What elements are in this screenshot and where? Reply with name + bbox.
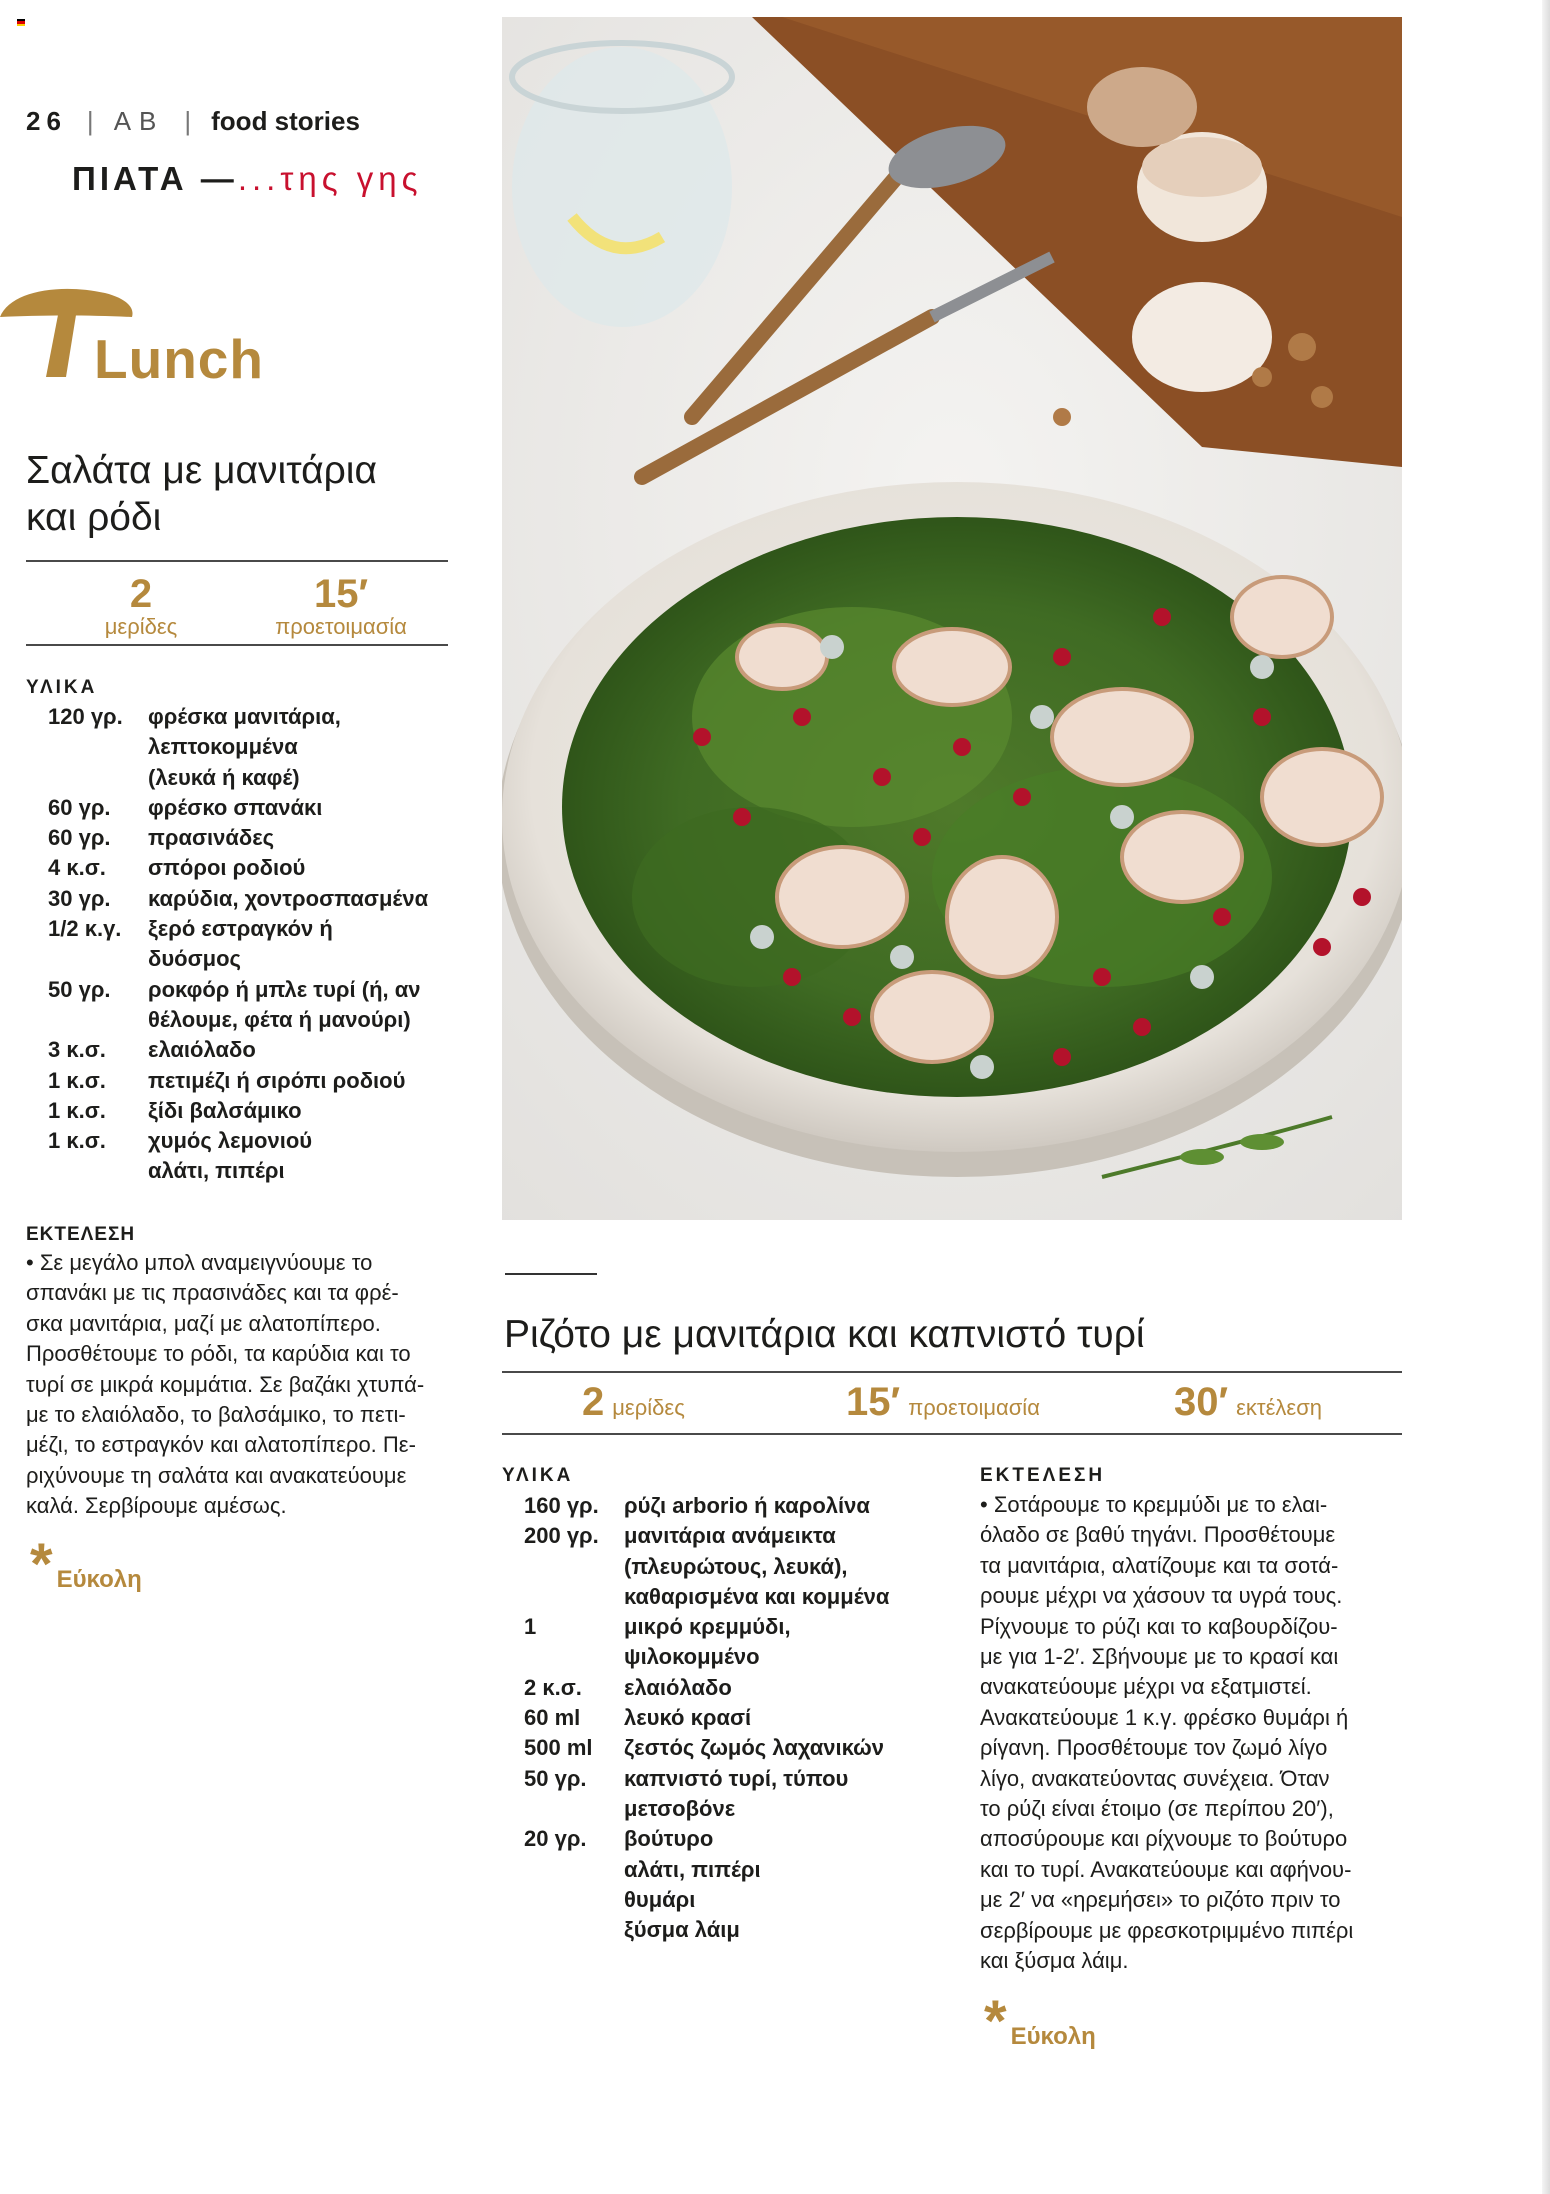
prep-value: 15′ [846, 1380, 901, 1424]
ingredient-row [26, 732, 466, 762]
page-edge [1542, 0, 1550, 2194]
method-text [26, 1248, 476, 1522]
ingredient-item: λευκό κρασί [624, 1705, 752, 1731]
method-line: σπανάκι με τις πρασινάδες και τα φρέ- [26, 1280, 399, 1306]
method-line: καλά. Σερβίρουμε αμέσως. [26, 1493, 287, 1519]
method-line: λίγο, ανακατεύοντας συνέχεια. Όταν [980, 1765, 1330, 1791]
prep-stat [846, 1380, 1040, 1425]
divider [26, 644, 448, 646]
ingredient-quantity: 50 γρ. [524, 1765, 587, 1791]
ingredient-quantity [502, 1642, 624, 1672]
ingredient-item: (λευκά ή καφέ) [148, 764, 300, 790]
ingredient-row [502, 1885, 962, 1915]
ingredient-item: ελαιόλαδο [148, 1037, 256, 1063]
ingredient-item: (πλευρώτους, λευκά), [624, 1553, 848, 1579]
ingredient-row [502, 1552, 962, 1582]
ingredient-quantity: 1 [524, 1614, 537, 1640]
ingredient-item: πρασινάδες [148, 825, 275, 851]
method-line: σκα μανιτάρια, μαζί με αλατοπίπερο. [26, 1310, 381, 1336]
servings-stat [582, 1380, 685, 1425]
ingredient-item: ροκφόρ ή μπλε τυρί (ή, αν [148, 976, 421, 1002]
method-line: με το ελαιόλαδο, το βαλσάμικο, το πετι- [26, 1402, 406, 1428]
method-line: σερβίρουμε με φρεσκοτριμμένο πιπέρι [980, 1917, 1354, 1943]
header-divider: | [184, 106, 192, 136]
servings-label: μερίδες [612, 1395, 685, 1420]
ingredient-row [502, 1642, 962, 1672]
ingredient-quantity [26, 732, 148, 762]
ingredient-row [502, 1824, 962, 1854]
method-line: • Σοτάρουμε το κρεμμύδι με το ελαι- [980, 1492, 1328, 1517]
ingredient-row [502, 1794, 962, 1824]
ingredient-quantity [502, 1915, 624, 1945]
ingredient-item: ψιλοκομμένο [624, 1644, 760, 1670]
ingredient-row [26, 1005, 466, 1035]
method-line: τυρί σε μικρά κομμάτια. Σε βαζάκι χτυπά- [26, 1371, 425, 1397]
ingredient-quantity [502, 1582, 624, 1612]
ingredient-quantity [502, 1794, 624, 1824]
ingredient-item: ξύσμα λάιμ [624, 1917, 740, 1943]
ingredient-row [26, 1126, 466, 1156]
ingredient-item: ελαιόλαδο [624, 1674, 732, 1700]
cook-label: εκτέλεση [1236, 1395, 1323, 1420]
ingredients-heading: ΥΛΙΚΑ [26, 677, 98, 698]
method-line: ριχύνουμε τη σαλάτα και ανακατεύουμε [26, 1462, 407, 1488]
ingredient-row [502, 1612, 962, 1642]
ingredient-quantity: 20 γρ. [524, 1826, 587, 1852]
ingredient-item: λεπτοκομμένα [148, 734, 298, 760]
ingredient-quantity: 1 κ.σ. [48, 1097, 106, 1123]
method-line: ρίγανη. Προσθέτουμε τον ζωμό λίγο [980, 1735, 1328, 1761]
asterisk-icon: * [984, 1989, 1007, 2054]
difficulty-label: Εύκολη [56, 1566, 142, 1593]
method-text [980, 1490, 1410, 1977]
asterisk-icon: * [30, 1532, 53, 1597]
method-line: με 2′ να «ηρεμήσει» το ριζότο πριν το [980, 1887, 1341, 1913]
ingredient-row [26, 1096, 466, 1126]
servings-stat [56, 574, 226, 640]
method-line: και ξύσμα λάιμ. [980, 1948, 1129, 1974]
ingredient-quantity: 1/2 κ.γ. [48, 916, 122, 942]
ingredient-row [502, 1673, 962, 1703]
ingredient-row [26, 914, 466, 944]
method-line: το ρύζι είναι έτοιμο (σε περίπου 20′), [980, 1796, 1334, 1822]
header-divider: | [86, 106, 94, 136]
ingredient-item: μετσοβόνε [624, 1795, 736, 1821]
difficulty-badge [30, 1532, 142, 1597]
ingredient-item: δυόσμος [148, 946, 241, 972]
method-line: μέζι, το εστραγκόν και αλατοπίπερο. Πε- [26, 1432, 416, 1458]
ingredient-quantity [26, 1156, 148, 1186]
ingredient-row [26, 853, 466, 883]
ingredient-quantity [502, 1855, 624, 1885]
ingredient-item: καρύδια, χοντροσπασμένα [148, 885, 429, 911]
section-title-accent: ...της γης [237, 160, 423, 197]
section-title-main: ΠΙΑΤΑ — [72, 160, 238, 197]
ingredients-list [26, 702, 466, 1187]
difficulty-label: Εύκολη [1010, 2023, 1096, 2050]
ingredient-item: αλάτι, πιπέρι [148, 1158, 285, 1184]
ingredient-row [26, 702, 466, 732]
servings-value: 2 [129, 572, 153, 616]
ingredient-quantity [26, 944, 148, 974]
method-line: αποσύρουμε και ρίχνουμε το βούτυρο [980, 1826, 1348, 1852]
ingredient-item: βούτυρο [624, 1826, 714, 1852]
section-title [72, 160, 423, 198]
ingredient-row [26, 1156, 466, 1186]
ingredient-quantity: 1 κ.σ. [48, 1067, 106, 1093]
method-line: • Σε μεγάλο μπολ αναμειγνύουμε το [26, 1250, 373, 1275]
ingredient-row [502, 1521, 962, 1551]
ingredient-row [26, 1035, 466, 1065]
divider [502, 1433, 1402, 1435]
ingredient-item: σπόροι ροδιού [148, 855, 306, 881]
lunch-logo [0, 285, 270, 390]
ingredient-row [26, 1066, 466, 1096]
recipe-title [26, 447, 486, 541]
ingredient-item: αλάτι, πιπέρι [624, 1856, 761, 1882]
ingredient-item: θυμάρι [624, 1886, 696, 1912]
ingredient-item: θέλουμε, φέτα ή μανούρι) [148, 1006, 411, 1032]
servings-label: μερίδες [104, 614, 178, 639]
ingredient-row [26, 823, 466, 853]
ingredient-quantity [26, 763, 148, 793]
ingredient-row [502, 1764, 962, 1794]
salad-photo [502, 17, 1402, 1220]
ingredient-quantity [502, 1885, 624, 1915]
ingredient-item: πετιμέζι ή σιρόπι ροδιού [148, 1067, 406, 1093]
ingredient-item: χυμός λεμονιού [148, 1128, 313, 1154]
recipe-stats [502, 1374, 1402, 1434]
difficulty-badge [984, 1989, 1096, 2054]
ingredient-quantity: 2 κ.σ. [524, 1674, 582, 1700]
cook-stat [1174, 1380, 1322, 1425]
ingredient-quantity: 60 ml [524, 1705, 581, 1731]
ingredient-item: ζεστός ζωμός λαχανικών [624, 1735, 884, 1761]
method-line: Ρίχνουμε το ρύζι και το καβουρδίζου- [980, 1613, 1338, 1639]
recipe-title-line: και ρόδι [26, 496, 162, 539]
ingredient-item: μανιτάρια ανάμεικτα [624, 1523, 836, 1549]
ingredient-quantity [502, 1552, 624, 1582]
ingredient-item: ρύζι arborio ή καρολίνα [624, 1493, 870, 1518]
method-heading: ΕΚΤΕΛΕΣΗ [26, 1224, 136, 1245]
method-line: και το τυρί. Ανακατεύουμε και αφήνου- [980, 1856, 1352, 1882]
method-line: με για 1-2′. Σβήνουμε με το κρασί και [980, 1644, 1339, 1670]
recipe-title: Ριζότο με μανιτάρια και καπνιστό τυρί [504, 1313, 1145, 1356]
ingredient-quantity: 60 γρ. [48, 825, 111, 851]
ingredient-row [502, 1915, 962, 1945]
page-number: 26 [26, 106, 67, 136]
ingredient-item: καθαρισμένα και κομμένα [624, 1583, 890, 1609]
ingredient-quantity: 4 κ.σ. [48, 855, 106, 881]
divider [26, 560, 448, 562]
method-heading: ΕΚΤΕΛΕΣΗ [980, 1465, 1106, 1486]
ingredient-item: ξίδι βαλσάμικο [148, 1097, 302, 1123]
ingredient-item: μικρό κρεμμύδι, [624, 1614, 791, 1640]
prep-label: προετοιμασία [275, 614, 407, 639]
ingredient-quantity [26, 1005, 148, 1035]
ingredient-row [26, 944, 466, 974]
ingredient-row [502, 1733, 962, 1763]
ingredient-item: ξερό εστραγκόν ή [148, 916, 333, 942]
prep-stat [256, 574, 426, 640]
flag-icon [17, 19, 25, 26]
divider [505, 1273, 597, 1275]
brand-name: AB [113, 106, 165, 136]
ingredient-quantity: 500 ml [524, 1735, 593, 1761]
method-line: Προσθέτουμε το ρόδι, τα καρύδια και το [26, 1341, 411, 1367]
ingredient-row [26, 793, 466, 823]
ingredients-list [502, 1491, 962, 1945]
divider [502, 1371, 1402, 1373]
ingredient-row [502, 1582, 962, 1612]
ingredient-item: φρέσκα μανιτάρια, [148, 704, 341, 729]
ingredients-heading: ΥΛΙΚΑ [502, 1465, 574, 1486]
recipe-stats [26, 566, 446, 646]
ingredient-quantity: 200 γρ. [524, 1523, 599, 1549]
ingredient-quantity: 30 γρ. [48, 885, 111, 911]
ingredient-row [502, 1855, 962, 1885]
recipe-title-line: Σαλάτα με μανιτάρια [26, 449, 378, 492]
magazine-name: food stories [211, 106, 360, 136]
ingredient-row [502, 1703, 962, 1733]
ingredient-quantity: 160 γρ. [524, 1493, 599, 1518]
method-line: ανακατεύουμε μέχρι να εξατμιστεί. [980, 1674, 1312, 1700]
ingredient-item: καπνιστό τυρί, τύπου [624, 1765, 849, 1791]
lunch-logo-text: Lunch [94, 328, 264, 390]
ingredient-quantity: 1 κ.σ. [48, 1128, 106, 1154]
page-header [26, 106, 360, 137]
ingredient-quantity: 50 γρ. [48, 976, 111, 1002]
ingredient-quantity: 120 γρ. [48, 704, 123, 729]
method-line: Ανακατεύουμε 1 κ.γ. φρέσκο θυμάρι ή [980, 1704, 1349, 1730]
prep-value: 15′ [313, 572, 369, 616]
prep-label: προετοιμασία [908, 1395, 1040, 1420]
ingredient-quantity: 60 γρ. [48, 794, 111, 820]
method-line: ρουμε μέχρι να χάσουν τα υγρά τους. [980, 1583, 1343, 1609]
ingredient-quantity: 3 κ.σ. [48, 1037, 106, 1063]
method-line: όλαδο σε βαθύ τηγάνι. Προσθέτουμε [980, 1522, 1336, 1548]
ingredient-row [26, 884, 466, 914]
ingredient-row [26, 975, 466, 1005]
servings-value: 2 [582, 1380, 605, 1424]
ingredient-row [502, 1491, 962, 1521]
ingredient-item: φρέσκο σπανάκι [148, 794, 323, 820]
method-line: τα μανιτάρια, αλατίζουμε και τα σοτά- [980, 1552, 1339, 1578]
cook-value: 30′ [1174, 1380, 1229, 1424]
ingredient-row [26, 763, 466, 793]
